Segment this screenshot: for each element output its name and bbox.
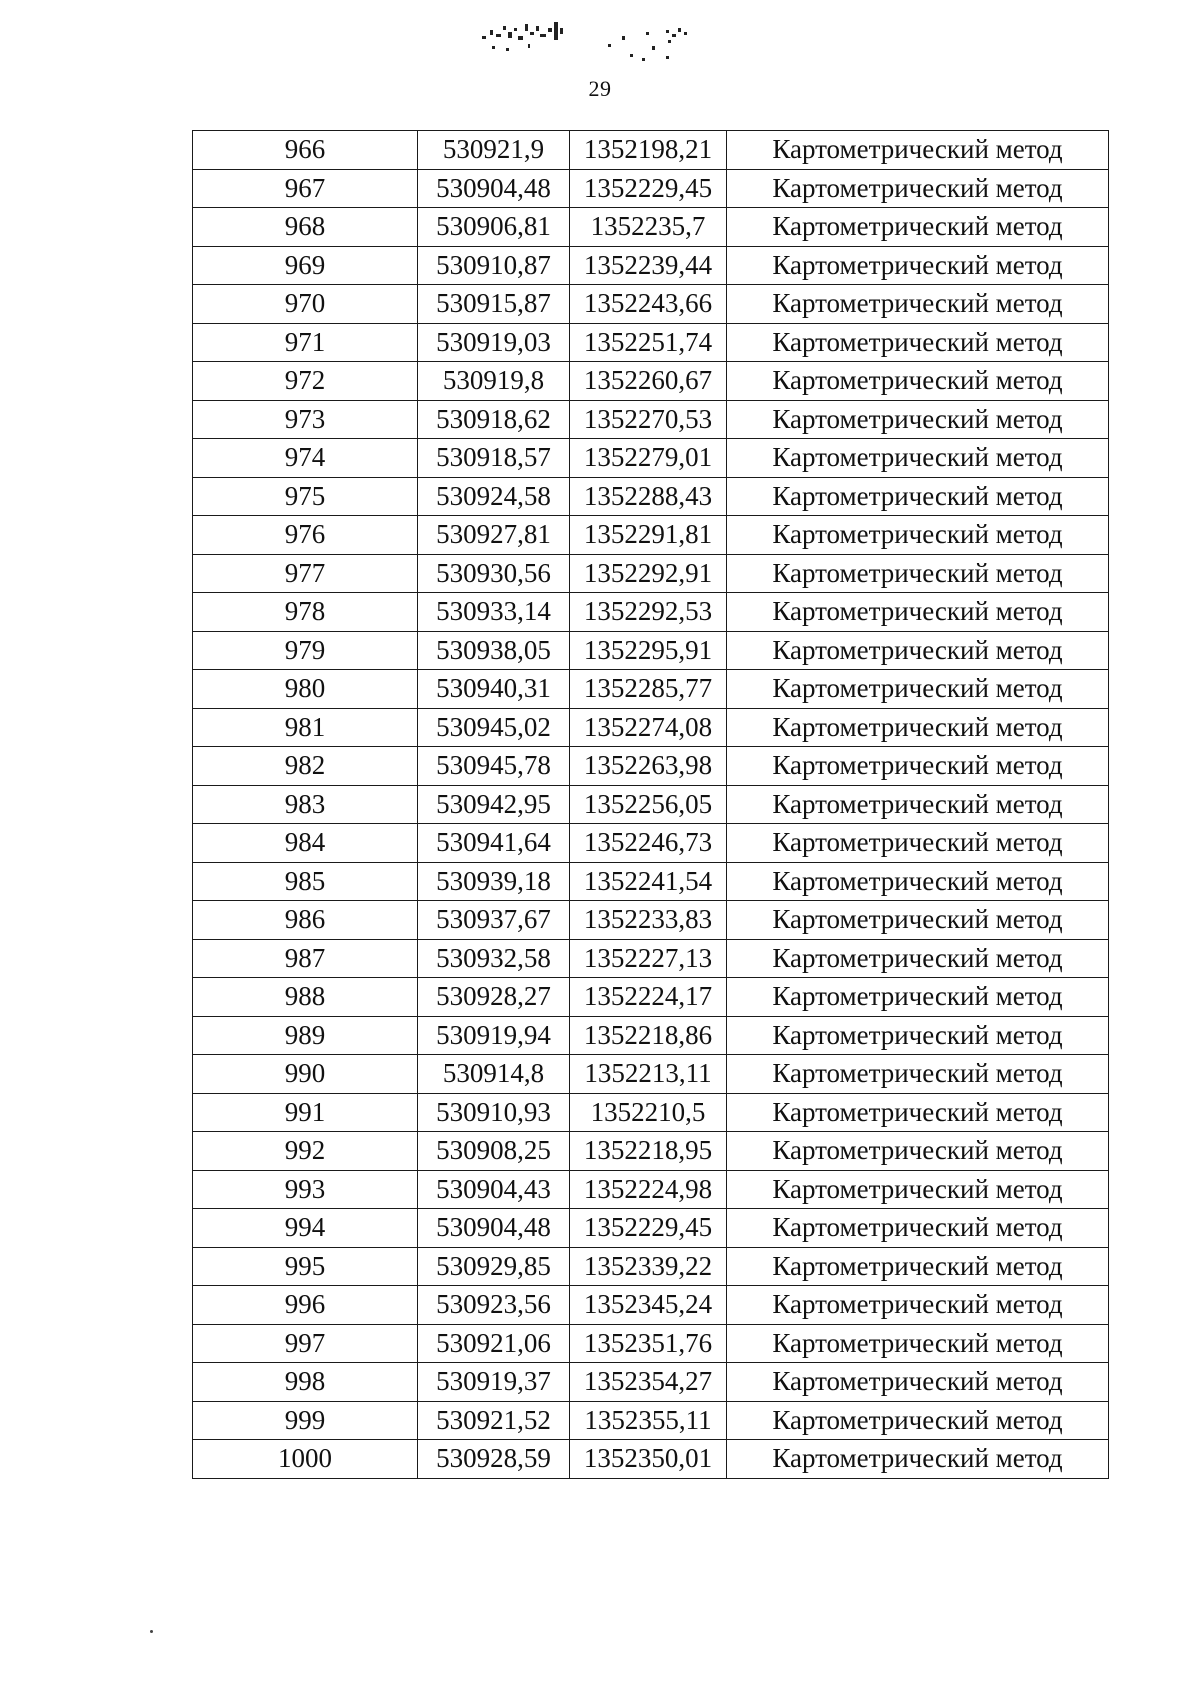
x-coordinate-cell: 530945,02 [418,708,570,747]
point-number-cell: 981 [193,708,418,747]
table-row [193,593,1109,632]
method-cell: Картометрический метод [727,1401,1109,1440]
y-coordinate-cell: 1352339,22 [570,1247,727,1286]
x-coordinate-cell: 530932,58 [418,939,570,978]
table-row [193,1440,1109,1479]
point-number-cell: 996 [193,1286,418,1325]
x-coordinate-cell: 530928,27 [418,978,570,1017]
coordinates-table-body [193,131,1109,1479]
x-coordinate-cell: 530921,52 [418,1401,570,1440]
point-number-cell: 990 [193,1055,418,1094]
point-number-cell: 973 [193,400,418,439]
x-coordinate-cell: 530939,18 [418,862,570,901]
method-cell: Картометрический метод [727,1324,1109,1363]
y-coordinate-cell: 1352246,73 [570,824,727,863]
x-coordinate-cell: 530921,9 [418,131,570,170]
y-coordinate-cell: 1352256,05 [570,785,727,824]
table-row [193,285,1109,324]
table-row [193,1363,1109,1402]
point-number-cell: 984 [193,824,418,863]
y-coordinate-cell: 1352355,11 [570,1401,727,1440]
x-coordinate-cell: 530924,58 [418,477,570,516]
y-coordinate-cell: 1352233,83 [570,901,727,940]
y-coordinate-cell: 1352351,76 [570,1324,727,1363]
y-coordinate-cell: 1352291,81 [570,516,727,555]
method-cell: Картометрический метод [727,1016,1109,1055]
coordinates-table [192,130,1109,1479]
method-cell: Картометрический метод [727,554,1109,593]
point-number-cell: 971 [193,323,418,362]
point-number-cell: 968 [193,208,418,247]
point-number-cell: 997 [193,1324,418,1363]
table-row [193,400,1109,439]
method-cell: Картометрический метод [727,785,1109,824]
x-coordinate-cell: 530921,06 [418,1324,570,1363]
y-coordinate-cell: 1352354,27 [570,1363,727,1402]
y-coordinate-cell: 1352235,7 [570,208,727,247]
y-coordinate-cell: 1352263,98 [570,747,727,786]
x-coordinate-cell: 530904,48 [418,1209,570,1248]
table-row [193,362,1109,401]
method-cell: Картометрический метод [727,400,1109,439]
method-cell: Картометрический метод [727,439,1109,478]
x-coordinate-cell: 530906,81 [418,208,570,247]
method-cell: Картометрический метод [727,670,1109,709]
point-number-cell: 966 [193,131,418,170]
point-number-cell: 985 [193,862,418,901]
point-number-cell: 988 [193,978,418,1017]
method-cell: Картометрический метод [727,939,1109,978]
table-row [193,477,1109,516]
table-row [193,747,1109,786]
x-coordinate-cell: 530910,93 [418,1093,570,1132]
table-row [193,824,1109,863]
y-coordinate-cell: 1352210,5 [570,1093,727,1132]
method-cell: Картометрический метод [727,1132,1109,1171]
method-cell: Картометрический метод [727,747,1109,786]
table-row [193,670,1109,709]
point-number-cell: 974 [193,439,418,478]
y-coordinate-cell: 1352224,17 [570,978,727,1017]
table-row [193,1132,1109,1171]
method-cell: Картометрический метод [727,824,1109,863]
x-coordinate-cell: 530918,62 [418,400,570,439]
table-row [193,554,1109,593]
point-number-cell: 991 [193,1093,418,1132]
method-cell: Картометрический метод [727,477,1109,516]
method-cell: Картометрический метод [727,208,1109,247]
table-row [193,323,1109,362]
table-row [193,169,1109,208]
method-cell: Картометрический метод [727,246,1109,285]
point-number-cell: 970 [193,285,418,324]
point-number-cell: 979 [193,631,418,670]
y-coordinate-cell: 1352218,95 [570,1132,727,1171]
table-row [193,1016,1109,1055]
point-number-cell: 995 [193,1247,418,1286]
y-coordinate-cell: 1352251,74 [570,323,727,362]
method-cell: Картометрический метод [727,1247,1109,1286]
point-number-cell: 986 [193,901,418,940]
x-coordinate-cell: 530919,8 [418,362,570,401]
y-coordinate-cell: 1352218,86 [570,1016,727,1055]
y-coordinate-cell: 1352292,91 [570,554,727,593]
method-cell: Картометрический метод [727,516,1109,555]
x-coordinate-cell: 530937,67 [418,901,570,940]
table-row [193,901,1109,940]
table-row [193,1093,1109,1132]
x-coordinate-cell: 530933,14 [418,593,570,632]
y-coordinate-cell: 1352229,45 [570,169,727,208]
y-coordinate-cell: 1352224,98 [570,1170,727,1209]
x-coordinate-cell: 530919,37 [418,1363,570,1402]
table-row [193,208,1109,247]
method-cell: Картометрический метод [727,631,1109,670]
point-number-cell: 987 [193,939,418,978]
y-coordinate-cell: 1352270,53 [570,400,727,439]
table-row [193,708,1109,747]
table-row [193,131,1109,170]
table-row [193,1324,1109,1363]
method-cell: Картометрический метод [727,1363,1109,1402]
table-row [193,1209,1109,1248]
x-coordinate-cell: 530904,43 [418,1170,570,1209]
table-row [193,516,1109,555]
x-coordinate-cell: 530919,03 [418,323,570,362]
method-cell: Картометрический метод [727,323,1109,362]
table-row [193,939,1109,978]
x-coordinate-cell: 530941,64 [418,824,570,863]
point-number-cell: 977 [193,554,418,593]
x-coordinate-cell: 530929,85 [418,1247,570,1286]
table-row [193,631,1109,670]
y-coordinate-cell: 1352243,66 [570,285,727,324]
method-cell: Картометрический метод [727,593,1109,632]
y-coordinate-cell: 1352279,01 [570,439,727,478]
table-row [193,1401,1109,1440]
x-coordinate-cell: 530915,87 [418,285,570,324]
y-coordinate-cell: 1352292,53 [570,593,727,632]
x-coordinate-cell: 530919,94 [418,1016,570,1055]
x-coordinate-cell: 530938,05 [418,631,570,670]
method-cell: Картометрический метод [727,285,1109,324]
x-coordinate-cell: 530923,56 [418,1286,570,1325]
x-coordinate-cell: 530945,78 [418,747,570,786]
method-cell: Картометрический метод [727,131,1109,170]
point-number-cell: 998 [193,1363,418,1402]
y-coordinate-cell: 1352239,44 [570,246,727,285]
point-number-cell: 989 [193,1016,418,1055]
x-coordinate-cell: 530942,95 [418,785,570,824]
table-row [193,439,1109,478]
point-number-cell: 999 [193,1401,418,1440]
point-number-cell: 969 [193,246,418,285]
x-coordinate-cell: 530904,48 [418,169,570,208]
y-coordinate-cell: 1352285,77 [570,670,727,709]
y-coordinate-cell: 1352198,21 [570,131,727,170]
method-cell: Картометрический метод [727,1209,1109,1248]
point-number-cell: 976 [193,516,418,555]
method-cell: Картометрический метод [727,978,1109,1017]
scan-noise-mark [470,14,730,70]
table-row [193,978,1109,1017]
method-cell: Картометрический метод [727,901,1109,940]
method-cell: Картометрический метод [727,1440,1109,1479]
y-coordinate-cell: 1352288,43 [570,477,727,516]
method-cell: Картометрический метод [727,169,1109,208]
table-row [193,1170,1109,1209]
table-row [193,785,1109,824]
y-coordinate-cell: 1352295,91 [570,631,727,670]
table-row [193,246,1109,285]
method-cell: Картометрический метод [727,1055,1109,1094]
table-row [193,862,1109,901]
scan-speck [150,1630,153,1633]
method-cell: Картометрический метод [727,362,1109,401]
x-coordinate-cell: 530910,87 [418,246,570,285]
x-coordinate-cell: 530940,31 [418,670,570,709]
point-number-cell: 975 [193,477,418,516]
x-coordinate-cell: 530914,8 [418,1055,570,1094]
table-row [193,1286,1109,1325]
method-cell: Картометрический метод [727,1286,1109,1325]
point-number-cell: 980 [193,670,418,709]
point-number-cell: 972 [193,362,418,401]
page-number: 29 [588,76,612,101]
method-cell: Картометрический метод [727,862,1109,901]
point-number-cell: 978 [193,593,418,632]
y-coordinate-cell: 1352345,24 [570,1286,727,1325]
y-coordinate-cell: 1352241,54 [570,862,727,901]
x-coordinate-cell: 530930,56 [418,554,570,593]
method-cell: Картометрический метод [727,708,1109,747]
point-number-cell: 982 [193,747,418,786]
method-cell: Картометрический метод [727,1093,1109,1132]
table-row [193,1055,1109,1094]
point-number-cell: 992 [193,1132,418,1171]
point-number-cell: 983 [193,785,418,824]
point-number-cell: 993 [193,1170,418,1209]
x-coordinate-cell: 530928,59 [418,1440,570,1479]
point-number-cell: 1000 [193,1440,418,1479]
y-coordinate-cell: 1352213,11 [570,1055,727,1094]
y-coordinate-cell: 1352227,13 [570,939,727,978]
point-number-cell: 967 [193,169,418,208]
table-row [193,1247,1109,1286]
y-coordinate-cell: 1352274,08 [570,708,727,747]
point-number-cell: 994 [193,1209,418,1248]
y-coordinate-cell: 1352260,67 [570,362,727,401]
y-coordinate-cell: 1352229,45 [570,1209,727,1248]
x-coordinate-cell: 530908,25 [418,1132,570,1171]
x-coordinate-cell: 530927,81 [418,516,570,555]
method-cell: Картометрический метод [727,1170,1109,1209]
x-coordinate-cell: 530918,57 [418,439,570,478]
y-coordinate-cell: 1352350,01 [570,1440,727,1479]
